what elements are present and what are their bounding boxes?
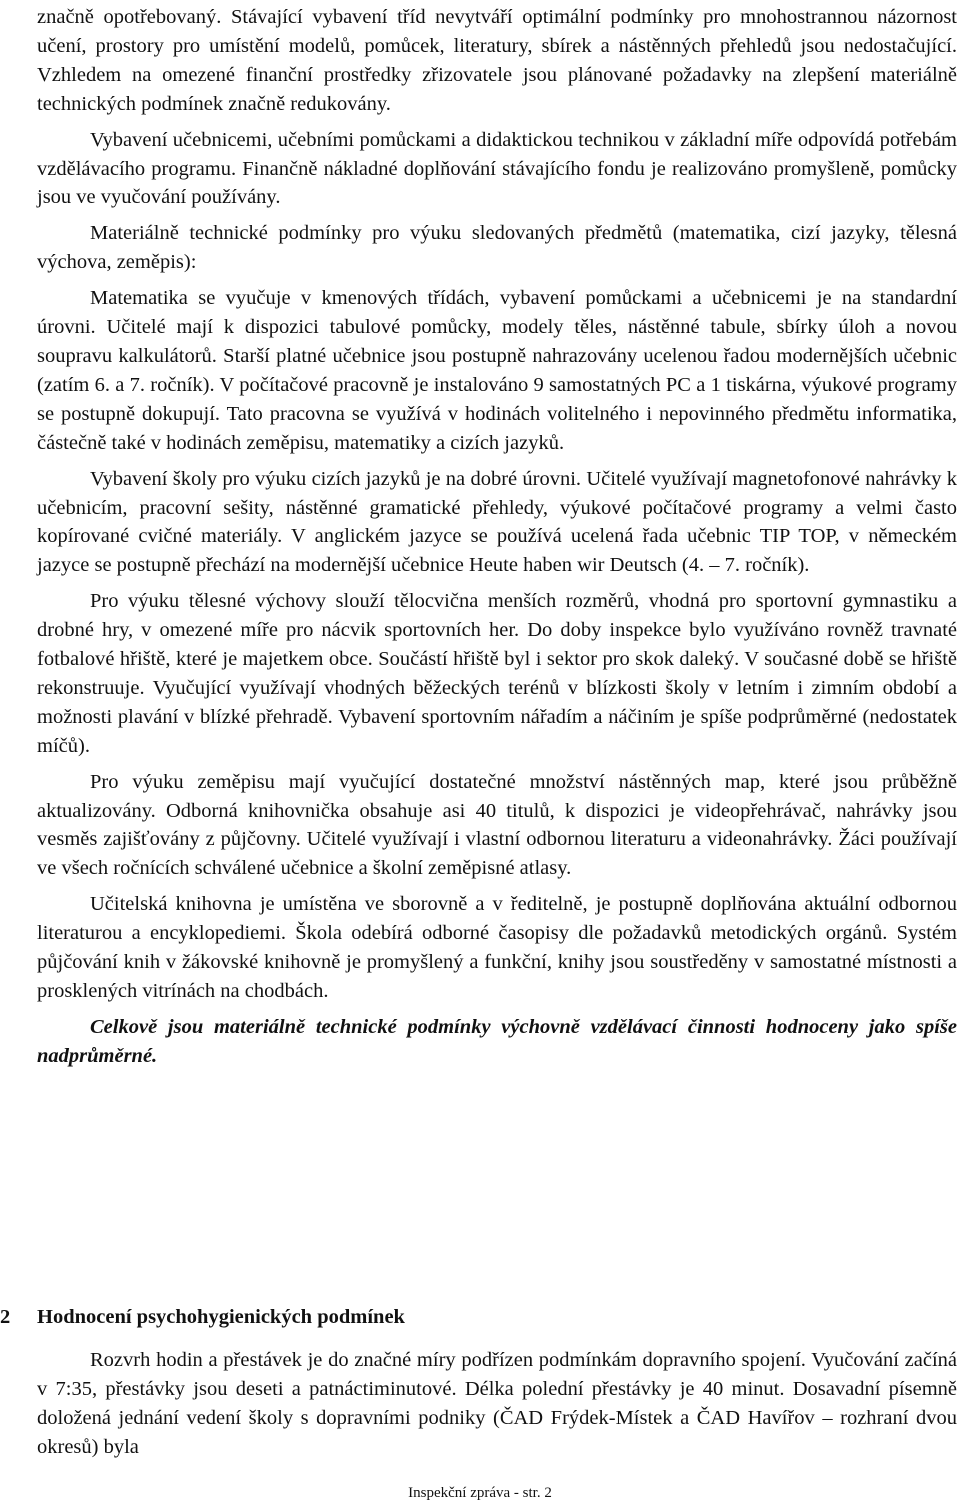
section-body	[37, 1346, 957, 1462]
paragraph-textbooks: Vybavení učebnicemi, učebními pomůckami a didaktickou technikou v základní míře odpovídá potřebám vzdělávacího programu. Finančně nákladné doplňování stávajícího fondu je realizováno promyšleně, pomůcky jsou ve vyučování používány.	[37, 128, 957, 209]
paragraph-subjects-intro: Materiálně technické podmínky pro výuku sledovaných předmětů (matematika, cizí jazyky, tělesná výchova, zeměpis):	[37, 222, 957, 274]
section-number: 2	[0, 1306, 11, 1328]
paragraph-schedule: Rozvrh hodin a přestávek je do značné míry podřízen podmínkám dopravního spojení. Vyučování začíná v 7:35, přestávky jsou deseti a patnáctiminutové. Délka polední přestávky je 40 minut. Dosavadní písemně doložená jednání vedení školy s dopravními podniky (ČAD Frýdek-Místek a ČAD Havířov – rozhraní dvou okresů) byla	[37, 1349, 957, 1458]
document-body	[37, 0, 957, 1071]
paragraph-mathematics: Matematika se vyučuje v kmenových třídách, vybavení pomůckami a učebnicemi je na standardní úrovni. Učitelé mají k dispozici tabulové pomůcky, modely těles, nástěnné tabule, sbírky úloh a novou soupravu kalkulátorů. Starší platné učebnice jsou postupně nahrazovány ucelenou řadou modernějších učebnic (zatím 6. a 7. ročník). V počítačové pracovně je instalováno 9 samostatných PC a 1 tiskárna, výukové programy se postupně dokupují. Tato pracovna se využívá v hodinách volitelného i nepovinného předmětu informatika, částečně také v hodinách zeměpisu, matematiky a cizích jazyků.	[37, 287, 957, 454]
section-title: Hodnocení psychohygienických podmínek	[37, 1306, 405, 1328]
paragraph-facilities-condition: značně opotřebovaný. Stávající vybavení tříd nevytváří optimální podmínky pro mnohostrannou názornost učení, prostory pro umístění modelů, pomůcek, literatury, sbírek a nástěnných přehledů jsou nedostačující. Vzhledem na omezené finanční prostředky zřizovatele jsou plánované požadavky na zlepšení materiálně technických podmínek značně redukovány.	[37, 6, 957, 115]
paragraph-foreign-languages: Vybavení školy pro výuku cizích jazyků je na dobré úrovni. Učitelé využívají magnetofonové nahrávky k učebnicím, pracovní sešity, nástěnné gramatické přehledy, výukové počítačové programy a velmi často kopírované cvičné materiály. V anglickém jazyce se používá ucelená řada učebnic TIP TOP, v německém jazyce se postupně přechází na modernější učebnice Heute haben wir Deutsch (4. – 7. ročník).	[37, 467, 957, 577]
footer-page-label: Inspekční zpráva - str. 2	[408, 1485, 552, 1501]
paragraph-geography: Pro výuku zeměpisu mají vyučující dostatečné množství nástěnných map, které jsou průběžně aktualizovány. Odborná knihovnička obsahuje asi 40 titulů, k dispozici je videopřehrávač, nahrávky jsou vesměs zajišťovány z půjčovny. Učitelé využívají i vlastní odbornou literaturu a videonahrávky. Žáci používají ve všech ročnících schválené učebnice a školní zeměpisné atlasy.	[37, 770, 957, 880]
conclusion-statement: Celkově jsou materiálně technické podmínky výchovně vzdělávací činnosti hodnoceny jako spíše nadprůměrné.	[37, 1015, 957, 1067]
paragraph-library: Učitelská knihovna je umístěna ve sborovně a v ředitelně, je postupně doplňována aktuální odbornou literaturou a encyklopediemi. Škola odebírá odborné časopisy dle požadavků metodických orgánů. Systém půjčování knih v žákovské knihovně je promyšlený a funkční, knihy jsou soustředěny v samostatné místnosti a prosklených vitrínách na chodbách.	[37, 893, 957, 1002]
paragraph-physical-education: Pro výuku tělesné výchovy slouží tělocvična menších rozměrů, vhodná pro sportovní gymnastiku a drobné hry, v omezené míře pro nácvik sportovních her. Do doby inspekce bylo využíváno rovněž travnaté fotbalové hřiště, které je majetkem obce. Součástí hřiště byl i sektor pro skok daleký. V současné době se hřiště rekonstruuje. Vyučující využívají vhodných běžeckých terénů v blízkosti školy v letním i zimním období a možnosti plavání v blízké přehradě. Vybavení sportovním nářadím a náčiním je spíše podprůměrné (nedostatek míčů).	[37, 590, 957, 757]
page-footer	[0, 1484, 960, 1502]
